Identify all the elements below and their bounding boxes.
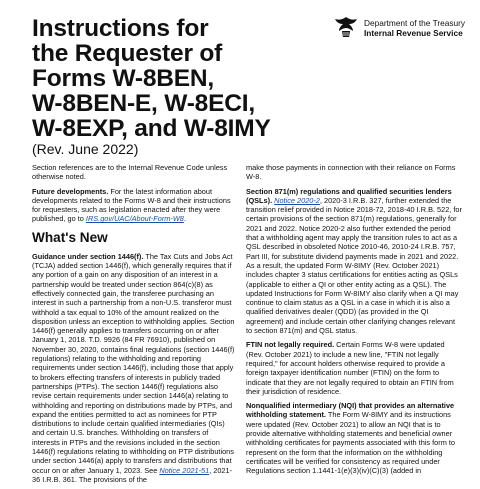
guidance-heading: Guidance under section 1446(f). [32,251,144,261]
intro-paragraph: Section references are to the Internal Revenue Code unless otherwise noted. [32,163,228,182]
section-871m-heading: Section 871(m) regulations and qualified securities lenders (QSLs). [246,186,452,205]
department-name: Department of the Treasury [364,18,465,28]
title-line: W-8BEN-E, W-8ECI, [32,90,255,117]
document-title [32,15,271,142]
title-line: Forms W-8BEN, [32,65,215,92]
nqi-text: The Form W-8IMY and its instructions were updated (Rev. October 2021) to allow an NQI that is to provide alternative withholding statements and beneficial owner withholding certificates for payments associated with this form to represent on the form that the information on the withholding certificates will be verified for consistency as required under Regulations section 1.1441-1(e)(3)(iv)(C)(3) (added in [246,410,455,476]
future-developments-paragraph [32,187,238,224]
nqi-paragraph [246,401,462,475]
ftin-heading: FTIN not legally required. [246,340,335,350]
future-developments-text: For the latest information about developments related to the Forms W-8 and their instructions for requesters, such as legislation enacted after they were published, go to [32,186,231,224]
guidance-text: The Tax Cuts and Jobs Act (TCJA) added section 1446(f), which generally requires that if any portion of a gain on any disposition of an interest in a partnership would be treated under section 864(c)(8) as effectively connected gain, the transferee purchasing an interest in such a partnership from a non-U.S. transferor must withhold a tax equal to 10% of the amount realized on the disposition unless an exception to withholding applies. Section 1446(f) generally applies to transfers occurring on or after January 1, 2018. T.D. 9926 (84 FR 76910), published on November 30, 2020, contains final regulations (section 1446(f) regulations) relating to the withholding and reporting requirements under section 1446(f), including those that apply to brokers effecting transfers of interests in publicly traded partnerships (PTPs). The section 1446(f) regulations also revise certain requirements under section 1446(a) relating to withholding and reporting on distributions made by PTPs, and expand the entities permitted to act as nominees for PTP distributions to include certain qualified intermediaries (QIs) and certain U.S. branches. Withholding on transfers of interests in PTPs and the revisions included in the section 1446(f) regulations relating to withholding on PTP distributions under section 1446(a) apply to transfers and distributions that occur on or after January 1, 2023. See [32,251,235,475]
left-column [32,163,238,489]
title-line: Instructions for [32,15,209,42]
about-form-w8-link[interactable]: IRS.gov/UAC/About-Form-W8 [85,214,184,224]
title-line: W-8EXP, and W-8IMY [32,115,271,142]
future-developments-heading: Future developments. [32,186,109,196]
notice-2020-2-link[interactable]: Notice 2020-2 [274,195,320,205]
ftin-text: Certain Forms W-8 were updated (Rev. October 2021) to include a new line, "FTIN not legally required," for account holders otherwise required to provide a foreign taxpayer identification number (FTIN) on the form to indicate that they are not legally required to obtain an FTIN from their jurisdiction of residence. [246,340,454,396]
service-name: Internal Revenue Service [364,28,463,38]
notice-2021-51-link[interactable]: Notice 2021-51 [159,465,210,475]
right-column [246,163,462,481]
section-871m-paragraph [246,187,462,336]
ftin-paragraph [246,340,462,396]
future-developments-end: . [183,214,186,224]
irs-eagle-logo-icon [333,14,359,40]
revision-date: (Rev. June 2022) [32,141,139,157]
title-line: the Requester of [32,40,223,67]
guidance-end: , 2021-36 I.R.B. 361. The provisions of the [32,465,233,484]
whats-new-heading: What's New [32,229,108,245]
section-871m-text: , 2020-3 I.R.B. 327, further extended the transition relief provided in Notice 2018-72, 2018-40 I.R.B. 522, for certain provisions of the section 871(m) regulations, generally for 2021 and 2022. Notice 2020-2 also further extended the period that a withholding agent may apply the transition rules to act as a QSL described in obsoleted Notice 2010-46, 2010-24 I.R.B. 757, Part III, for substitute dividend payments made in 2021 and 2022. As a result, the updated Form W-8IMY (Rev. October 2021) includes chapter 3 status certifications for entities acting as QSLs (applicable to either a QI or other entity acting as a QSL). The updated Instructions for Form W-8IMY also clarify when a QI may continue to claim status as a QSL in a case in which it is also a qualified derivatives dealer (QDD) (as provided in the QI agreement) and include certain other clarifying changes relevant to section 871(m) and QSL status. [246,195,462,336]
agency-header [333,14,465,40]
nqi-heading: Nonqualified intermediary (NQI) that provides an alternative withholding statement. [246,401,455,420]
guidance-paragraph [32,252,238,484]
continuation-paragraph: make those payments in connection with their reliance on Forms W-8. [246,163,456,182]
